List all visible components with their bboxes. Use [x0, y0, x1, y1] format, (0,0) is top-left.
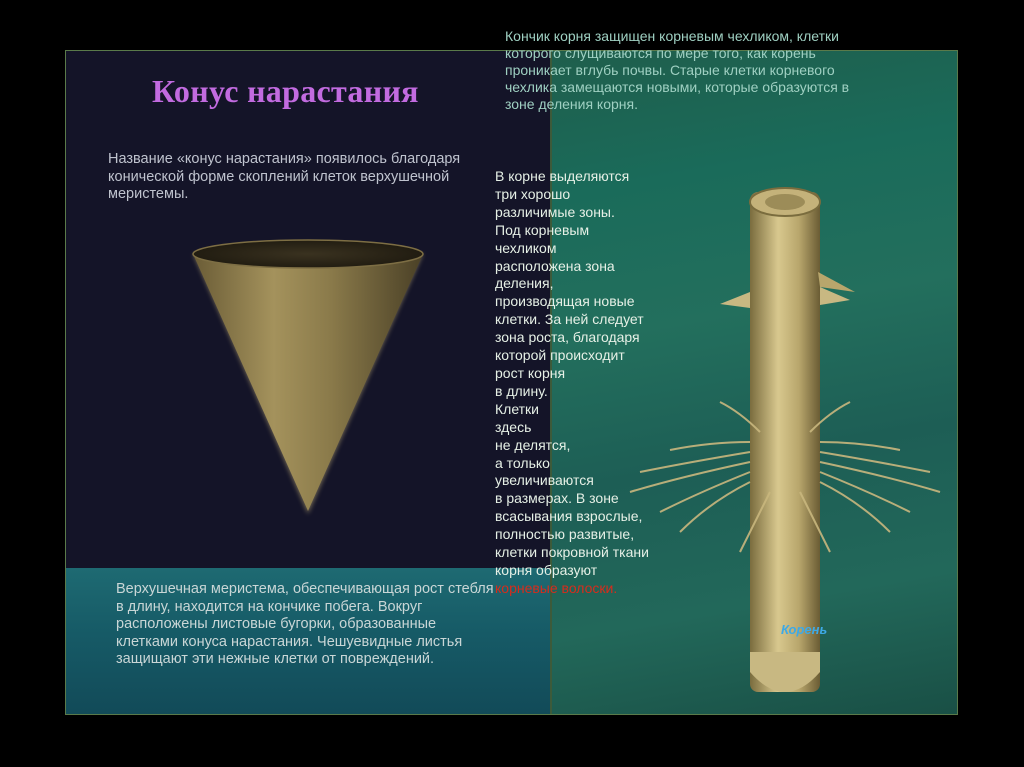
right-body-line: клетки. За ней следует — [495, 311, 644, 328]
right-body-line: полностью развитые, — [495, 526, 635, 543]
right-body-line: корня образуют — [495, 561, 598, 578]
right-body-line: здесь — [495, 418, 532, 435]
right-body-line: а только — [495, 454, 550, 471]
right-body-line: чехликом — [495, 239, 557, 256]
highlight-text: корневые волоски. — [495, 579, 618, 596]
root-caption: Корень — [781, 622, 828, 637]
right-body-line: три хорошо — [495, 185, 571, 202]
right-body-line: в длину. — [495, 382, 548, 399]
cone-illustration — [188, 236, 428, 521]
right-body-line: не делятся, — [495, 436, 571, 453]
right-body-line: Клетки — [495, 400, 540, 417]
right-body-line: всасывания взрослые, — [495, 508, 643, 525]
right-body-line: производящая новые — [495, 293, 635, 310]
intro-text: Название «конус нарастания» появилось благодаря конической форме скоплений клеток верхушечной меристемы. — [108, 151, 461, 202]
bottom-text: Верхушечная меристема, обеспечивающая рост стебля в длину, находится на кончике побега. Вокруг расположены листовые бугорки, образованные клетками конуса нарастания. Чешуевидные листья защищают эти нежные клетки от повреждений. — [116, 581, 494, 667]
slide-title: Конус нарастания — [152, 73, 419, 109]
right-body-line: рост корня — [495, 364, 566, 381]
right-body-line: деления, — [495, 275, 554, 292]
right-body-line: расположена зона — [495, 257, 615, 274]
right-body-line: в размерах. В зоне — [495, 490, 619, 507]
right-body-line: увеличиваются — [495, 472, 594, 489]
right-body-line: Под корневым — [495, 221, 590, 238]
right-top-text: Кончик корня защищен корневым чехликом, клетки которого слущиваются по мере того, как корень проникает вглубь почвы. Старые клетки корневого чехлика замещаются новыми, которые образуются в зоне деления корня. — [505, 28, 850, 112]
right-body-line: В корне выделяются — [495, 168, 630, 184]
right-body-text — [495, 168, 695, 598]
right-body-line: различимые зоны. — [495, 203, 615, 220]
right-body-line: которой происходит — [495, 347, 625, 364]
right-body-line: зона роста, благодаря — [495, 329, 640, 346]
right-body-line: клетки покровной ткани — [495, 544, 649, 561]
